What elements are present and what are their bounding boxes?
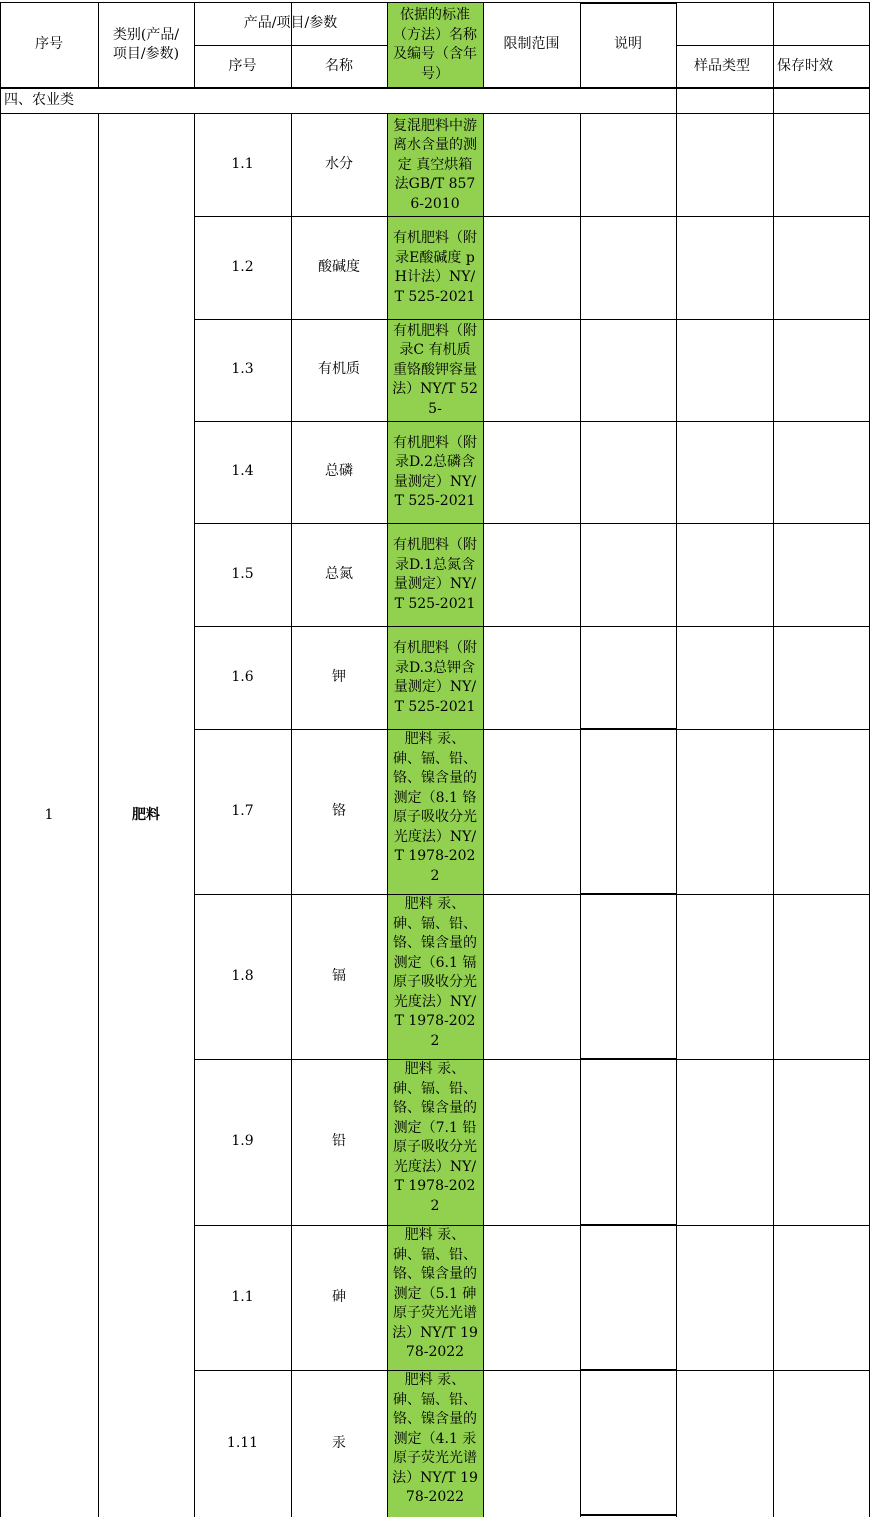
row-standard: 肥料 汞、砷、镉、铅、铬、镍含量的测定（6.1 镉 原子吸收分光光度法）NY/T 1978-2022 xyxy=(387,894,483,1059)
row-name: 酸碱度 xyxy=(318,258,360,275)
row-line xyxy=(194,216,870,217)
column-line xyxy=(580,2,581,1517)
row-number: 1.11 xyxy=(226,1434,259,1451)
group-seq: 1 xyxy=(44,806,54,823)
row-number: 1.1 xyxy=(231,156,254,173)
row-line xyxy=(194,421,870,422)
row-standard: 肥料 汞、砷、镉、铅、铬、镍含量的测定（7.1 铅 原子吸收分光光度法）NY/T 1978-2022 xyxy=(387,1059,483,1225)
column-line xyxy=(773,2,774,1517)
header-group: 产品/项目/参数 xyxy=(243,14,338,31)
column-line xyxy=(0,2,1,1517)
row-name: 铬 xyxy=(332,802,346,819)
row-number: 1.2 xyxy=(231,258,254,275)
column-line xyxy=(483,2,484,1517)
note-top-thick xyxy=(580,2,676,4)
note-thick-line xyxy=(580,893,676,895)
group-category: 肥料 xyxy=(132,806,160,823)
row-standard: 肥料 汞、砷、镉、铅、铬、镍含量的测定（8.1 铬 原子吸收分光光度法）NY/T 1978-2022 xyxy=(387,729,483,894)
row-standard: 有机肥料（附录C 有机质 重铬酸钾容量法）NY/T 525- xyxy=(387,319,483,421)
column-line xyxy=(98,2,99,1517)
row-name: 钾 xyxy=(332,668,346,685)
row-name: 铅 xyxy=(332,1133,346,1150)
border-top xyxy=(0,2,870,3)
row-number: 1.1 xyxy=(231,1288,254,1305)
row-name: 汞 xyxy=(332,1434,346,1451)
row-number: 1.3 xyxy=(231,361,254,378)
row-line xyxy=(194,1225,870,1226)
note-thick-line xyxy=(580,1224,676,1226)
row-number: 1.8 xyxy=(231,967,254,984)
note-thick-line xyxy=(580,1058,676,1060)
row-line xyxy=(194,319,870,320)
header-sub-seq: 序号 xyxy=(228,57,257,74)
row-line xyxy=(194,729,870,730)
column-line xyxy=(194,2,195,1517)
column-line xyxy=(387,2,388,1517)
note-bottom-thick xyxy=(580,1514,676,1516)
row-name: 有机质 xyxy=(318,361,360,378)
row-number: 1.9 xyxy=(231,1133,254,1150)
row-standard: 有机肥料（附录D.1总氮含量测定）NY/T 525-2021 xyxy=(387,523,483,626)
header-category: 类别(产品/项目/参数) xyxy=(112,26,180,62)
row-name: 总氮 xyxy=(325,565,353,582)
row-line xyxy=(194,894,870,895)
row-standard: 复混肥料中游离水含量的测定 真空烘箱法GB/T 8576-2010 xyxy=(387,114,483,216)
row-name: 砷 xyxy=(332,1288,346,1305)
row-name: 总磷 xyxy=(325,463,353,480)
row-standard: 有机肥料（附录D.3总钾含量测定）NY/T 525-2021 xyxy=(387,626,483,729)
row-standard: 有机肥料（附录D.2总磷含量测定）NY/T 525-2021 xyxy=(387,421,483,523)
header-retention: 保存时效 xyxy=(777,57,833,74)
row-number: 1.4 xyxy=(231,463,254,480)
row-line xyxy=(194,1059,870,1060)
header-note: 说明 xyxy=(614,36,642,53)
row-number: 1.7 xyxy=(231,802,254,819)
row-standard: 肥料 汞、砷、镉、铅、铬、镍含量的测定（4.1 汞 原子荧光光谱法）NY/T 1978-2022 xyxy=(387,1370,483,1517)
header-sample-type: 样品类型 xyxy=(694,57,750,74)
row-standard: 有机肥料（附录E酸碱度 pH计法）NY/T 525-2021 xyxy=(387,216,483,319)
row-number: 1.6 xyxy=(231,668,254,685)
note-thick-line xyxy=(580,728,676,730)
header-seq: 序号 xyxy=(35,36,63,53)
row-line xyxy=(194,523,870,524)
header-limit: 限制范围 xyxy=(503,36,560,53)
note-thick-line xyxy=(580,1369,676,1371)
row-number: 1.5 xyxy=(231,565,254,582)
row-name: 水分 xyxy=(325,156,353,173)
column-line xyxy=(291,2,292,1517)
row-name: 镉 xyxy=(332,967,346,984)
row-standard: 肥料 汞、砷、镉、铅、铬、镍含量的测定（5.1 砷 原子荧光光谱法）NY/T 1978-2022 xyxy=(387,1225,483,1370)
row-line xyxy=(194,1370,870,1371)
column-line xyxy=(676,2,677,1517)
header-sub-name: 名称 xyxy=(325,57,353,74)
header-standard: 依据的标准（方法）名称及编号（含年号） xyxy=(387,2,483,88)
row-line xyxy=(194,626,870,627)
section-title: 四、农业类 xyxy=(4,92,74,109)
